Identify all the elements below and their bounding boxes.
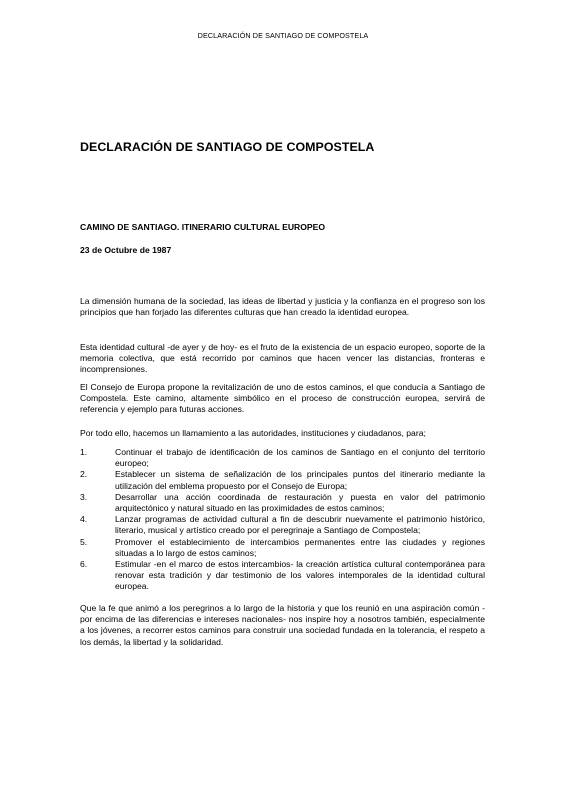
- list-item: [80, 469, 485, 491]
- numbered-list: [80, 447, 485, 593]
- list-item: [80, 514, 485, 536]
- list-item-text: Continuar el trabajo de identificación de los caminos de Santiago en el conjunto del territorio europeo;: [115, 447, 485, 469]
- document-subtitle: CAMINO DE SANTIAGO. ITINERARIO CULTURAL EUROPEO: [80, 222, 326, 232]
- document-title: DECLARACIÓN DE SANTIAGO DE COMPOSTELA: [80, 140, 375, 154]
- list-item: [80, 559, 485, 593]
- list-item-text: Estimular -en el marco de estos intercambios- la creación artística cultural contemporánea para renovar esta tradición y dar testimonio de los valores intemporales de la identidad cultural europea.: [115, 559, 485, 592]
- closing-paragraph: Que la fe que animó a los peregrinos a lo largo de la historia y que los reunió en una aspiración común -por encima de las diferencias e intereses nacionales- nos inspire hoy a nosotros también, especialmente a los jóvenes, a recorrer estos caminos para construir una sociedad fundada en la tolerancia, el respeto a los demás, la libertad y la solidaridad.: [80, 603, 485, 647]
- list-item-text: Establecer un sistema de señalización de los principales puntos del itinerario mediante la utilización del emblema propuesto por el Consejo de Europa;: [115, 469, 485, 491]
- list-item: [80, 492, 485, 514]
- paragraph-4: Por todo ello, hacemos un llamamiento a las autoridades, instituciones y ciudadanos, para;: [80, 428, 426, 438]
- list-item-number: 6.: [80, 559, 88, 570]
- list-item-text: Desarrollar una acción coordinada de restauración y puesta en valor del patrimonio arquitectónico y natural situado en las proximidades de estos caminos;: [115, 491, 485, 514]
- document-date: 23 de Octubre de 1987: [80, 245, 172, 255]
- list-item-number: 2.: [80, 469, 88, 480]
- list-item-text: Lanzar programas de actividad cultural a fin de descubrir nuevamente el patrimonio histórico, literario, musical y artístico creado por el peregrinaje a Santiago de Compostela;: [115, 514, 485, 536]
- list-item-number: 3.: [80, 491, 88, 502]
- list-item-text: Promover el establecimiento de intercambios permanentes entre las ciudades y regiones situadas a lo largo de estos caminos;: [115, 536, 485, 558]
- paragraph-3: El Consejo de Europa propone la revitalización de uno de estos caminos, el que conducía a Santiago de Compostela. Este camino, altamente simbólico en el proceso de construcción europea, servirá de referencia y ejemplo para futuras acciones.: [80, 382, 485, 415]
- running-header: DECLARACIÓN DE SANTIAGO DE COMPOSTELA: [197, 31, 369, 40]
- paragraph-1: La dimensión humana de la sociedad, las ideas de libertad y justicia y la confianza en el progreso son los principios que han forjado las diferentes culturas que han creado la identidad europea.: [80, 296, 485, 318]
- paragraph-2: Esta identidad cultural -de ayer y de hoy- es el fruto de la existencia de un espacio europeo, soporte de la memoria colectiva, que está recorrido por caminos que hacen vencer las distancias, fronteras e incomprensiones.: [80, 342, 485, 375]
- list-item: [80, 447, 485, 469]
- list-item-number: 1.: [80, 447, 88, 457]
- list-item-number: 5.: [80, 536, 88, 547]
- list-item: [80, 537, 485, 559]
- list-item-number: 4.: [80, 514, 88, 525]
